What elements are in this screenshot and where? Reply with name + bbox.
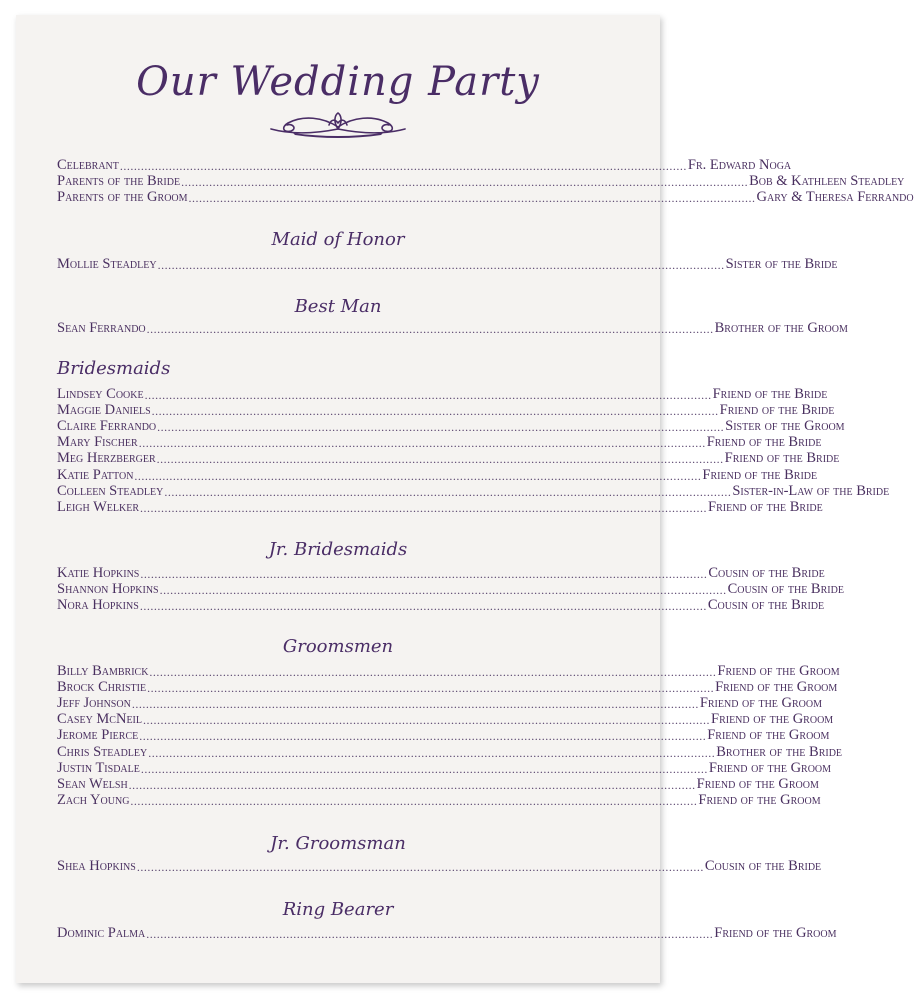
dot-leader: .................................................................................................................................................................. bbox=[157, 258, 725, 272]
dot-leader: .................................................................................................................................................................. bbox=[140, 500, 708, 515]
section-heading: Groomsmen bbox=[282, 636, 394, 657]
section-heading: Jr. Groomsman bbox=[270, 833, 406, 854]
member-name: Parents of the Groom bbox=[57, 189, 188, 206]
dot-leader: .................................................................................................................................................................. bbox=[146, 927, 714, 941]
party-member-row bbox=[57, 498, 823, 515]
member-role: Cousin of the Bride bbox=[708, 565, 825, 581]
dot-leader: .................................................................................................................................................................. bbox=[134, 468, 702, 483]
dot-leader: .................................................................................................................................................................. bbox=[156, 452, 724, 467]
dot-leader: .................................................................................................................................................................. bbox=[130, 793, 698, 808]
member-role: Sister of the Groom bbox=[725, 418, 845, 435]
member-name: Katie Hopkins bbox=[57, 565, 140, 581]
party-member-row bbox=[57, 743, 843, 760]
dot-leader: .................................................................................................................................................................. bbox=[146, 322, 714, 336]
party-member-row bbox=[57, 565, 825, 581]
member-name: Nora Hopkins bbox=[57, 597, 139, 614]
party-member-row bbox=[57, 256, 838, 272]
dot-leader: .................................................................................................................................................................. bbox=[151, 404, 719, 419]
member-role: Cousin of the Bride bbox=[727, 581, 844, 598]
dot-leader: .................................................................................................................................................................. bbox=[139, 729, 707, 744]
member-name: Shannon Hopkins bbox=[57, 581, 159, 598]
member-name: Jeff Johnson bbox=[57, 695, 131, 712]
party-member-row bbox=[57, 386, 828, 402]
party-member-row bbox=[57, 418, 845, 435]
member-role: Bob & Kathleen Steadley bbox=[749, 173, 905, 190]
member-role: Cousin of the Bride bbox=[707, 597, 825, 614]
section-heading: Maid of Honor bbox=[271, 229, 405, 250]
section-heading: Jr. Bridesmaids bbox=[268, 539, 408, 560]
member-role: Friend of the Groom bbox=[707, 727, 830, 744]
member-role: Friend of the Groom bbox=[696, 775, 819, 792]
member-name: Mollie Steadley bbox=[57, 256, 157, 272]
member-name: Chris Steadley bbox=[57, 743, 148, 760]
member-role: Friend of the Groom bbox=[698, 791, 821, 808]
member-role: Friend of the Bride bbox=[719, 402, 835, 419]
dot-leader: .................................................................................................................................................................. bbox=[136, 860, 704, 874]
section-heading: Best Man bbox=[294, 296, 382, 317]
dot-leader: .................................................................................................................................................................. bbox=[131, 697, 699, 712]
party-member-row bbox=[57, 711, 834, 728]
member-role: Brother of the Groom bbox=[714, 320, 848, 336]
dot-leader: .................................................................................................................................................................. bbox=[140, 567, 708, 581]
member-name: Justin Tisdale bbox=[57, 759, 140, 776]
member-name: Jerome Pierce bbox=[57, 727, 139, 744]
member-name: Colleen Steadley bbox=[57, 482, 164, 499]
dot-leader: .................................................................................................................................................................. bbox=[144, 388, 712, 402]
dot-leader: .................................................................................................................................................................. bbox=[149, 665, 717, 679]
member-role: Brother of the Bride bbox=[716, 743, 843, 760]
page-title: Our Wedding Party bbox=[136, 59, 540, 105]
member-role: Sister of the Bride bbox=[725, 256, 838, 272]
dot-leader: .................................................................................................................................................................. bbox=[188, 191, 756, 206]
member-name: Sean Ferrando bbox=[57, 320, 146, 336]
party-member-row bbox=[57, 450, 840, 467]
party-member-row bbox=[57, 434, 822, 451]
party-member-row bbox=[57, 482, 890, 499]
member-role: Friend of the Groom bbox=[717, 663, 840, 679]
party-member-row bbox=[57, 858, 822, 874]
member-name: Shea Hopkins bbox=[57, 858, 136, 874]
party-member-row bbox=[57, 727, 830, 744]
party-member-row bbox=[57, 791, 821, 808]
member-name: Zach Young bbox=[57, 791, 130, 808]
member-role: Friend of the Groom bbox=[711, 711, 834, 728]
member-role: Friend of the Groom bbox=[715, 679, 838, 696]
dot-leader: .................................................................................................................................................................. bbox=[148, 745, 716, 760]
dot-leader: .................................................................................................................................................................. bbox=[147, 681, 715, 696]
member-role: Friend of the Groom bbox=[699, 695, 823, 712]
member-name: Parents of the Bride bbox=[57, 173, 181, 190]
dot-leader: .................................................................................................................................................................. bbox=[159, 583, 727, 598]
member-role: Fr. Edward Noga bbox=[687, 157, 792, 173]
party-member-row bbox=[57, 581, 844, 598]
party-member-row bbox=[57, 695, 823, 712]
member-name: Katie Patton bbox=[57, 466, 134, 483]
member-name: Billy Bambrick bbox=[57, 663, 149, 679]
member-name: Lindsey Cooke bbox=[57, 386, 144, 402]
member-role: Friend of the Groom bbox=[714, 925, 837, 941]
party-member-row bbox=[57, 466, 818, 483]
dot-leader: .................................................................................................................................................................. bbox=[143, 713, 710, 728]
member-role: Cousin of the Bride bbox=[704, 858, 822, 874]
program-card bbox=[16, 15, 914, 983]
member-name: Casey McNeil bbox=[57, 711, 142, 728]
member-name: Dominic Palma bbox=[57, 925, 146, 941]
dot-leader: .................................................................................................................................................................. bbox=[139, 599, 707, 614]
member-name: Mary Fischer bbox=[57, 434, 138, 451]
dot-leader: .................................................................................................................................................................. bbox=[164, 484, 732, 499]
section-heading: Bridesmaids bbox=[57, 358, 171, 379]
member-name: Sean Welsh bbox=[57, 775, 128, 792]
party-member-row bbox=[57, 759, 832, 776]
dot-leader: .................................................................................................................................................................. bbox=[138, 436, 706, 451]
member-role: Friend of the Bride bbox=[724, 450, 840, 467]
dot-leader: .................................................................................................................................................................. bbox=[119, 159, 687, 173]
member-role: Friend of the Bride bbox=[702, 466, 818, 483]
party-member-row bbox=[57, 189, 914, 206]
member-name: Meg Herzberger bbox=[57, 450, 156, 467]
party-member-row bbox=[57, 663, 840, 679]
flourish-ornament-icon bbox=[263, 109, 413, 139]
dot-leader: .................................................................................................................................................................. bbox=[157, 420, 725, 435]
member-name: Celebrant bbox=[57, 157, 119, 173]
party-member-row bbox=[57, 402, 835, 419]
member-role: Friend of the Groom bbox=[708, 759, 832, 776]
member-name: Claire Ferrando bbox=[57, 418, 157, 435]
dot-leader: .................................................................................................................................................................. bbox=[128, 777, 696, 792]
party-member-row bbox=[57, 320, 848, 336]
party-member-row bbox=[57, 597, 825, 614]
member-role: Friend of the Bride bbox=[706, 434, 822, 451]
party-member-row bbox=[57, 925, 837, 941]
member-role: Sister-in-Law of the Bride bbox=[732, 482, 890, 499]
party-member-row bbox=[57, 173, 905, 190]
member-role: Gary & Theresa Ferrando bbox=[756, 189, 914, 206]
member-name: Leigh Welker bbox=[57, 498, 140, 515]
dot-leader: .................................................................................................................................................................. bbox=[140, 761, 708, 776]
dot-leader: .................................................................................................................................................................. bbox=[181, 175, 749, 190]
party-member-row bbox=[57, 157, 792, 173]
member-name: Brock Christie bbox=[57, 679, 147, 696]
party-member-row bbox=[57, 679, 838, 696]
member-role: Friend of the Bride bbox=[708, 498, 823, 515]
section-heading: Ring Bearer bbox=[282, 899, 394, 920]
member-role: Friend of the Bride bbox=[712, 386, 828, 402]
party-member-row bbox=[57, 775, 819, 792]
member-name: Maggie Daniels bbox=[57, 402, 151, 419]
